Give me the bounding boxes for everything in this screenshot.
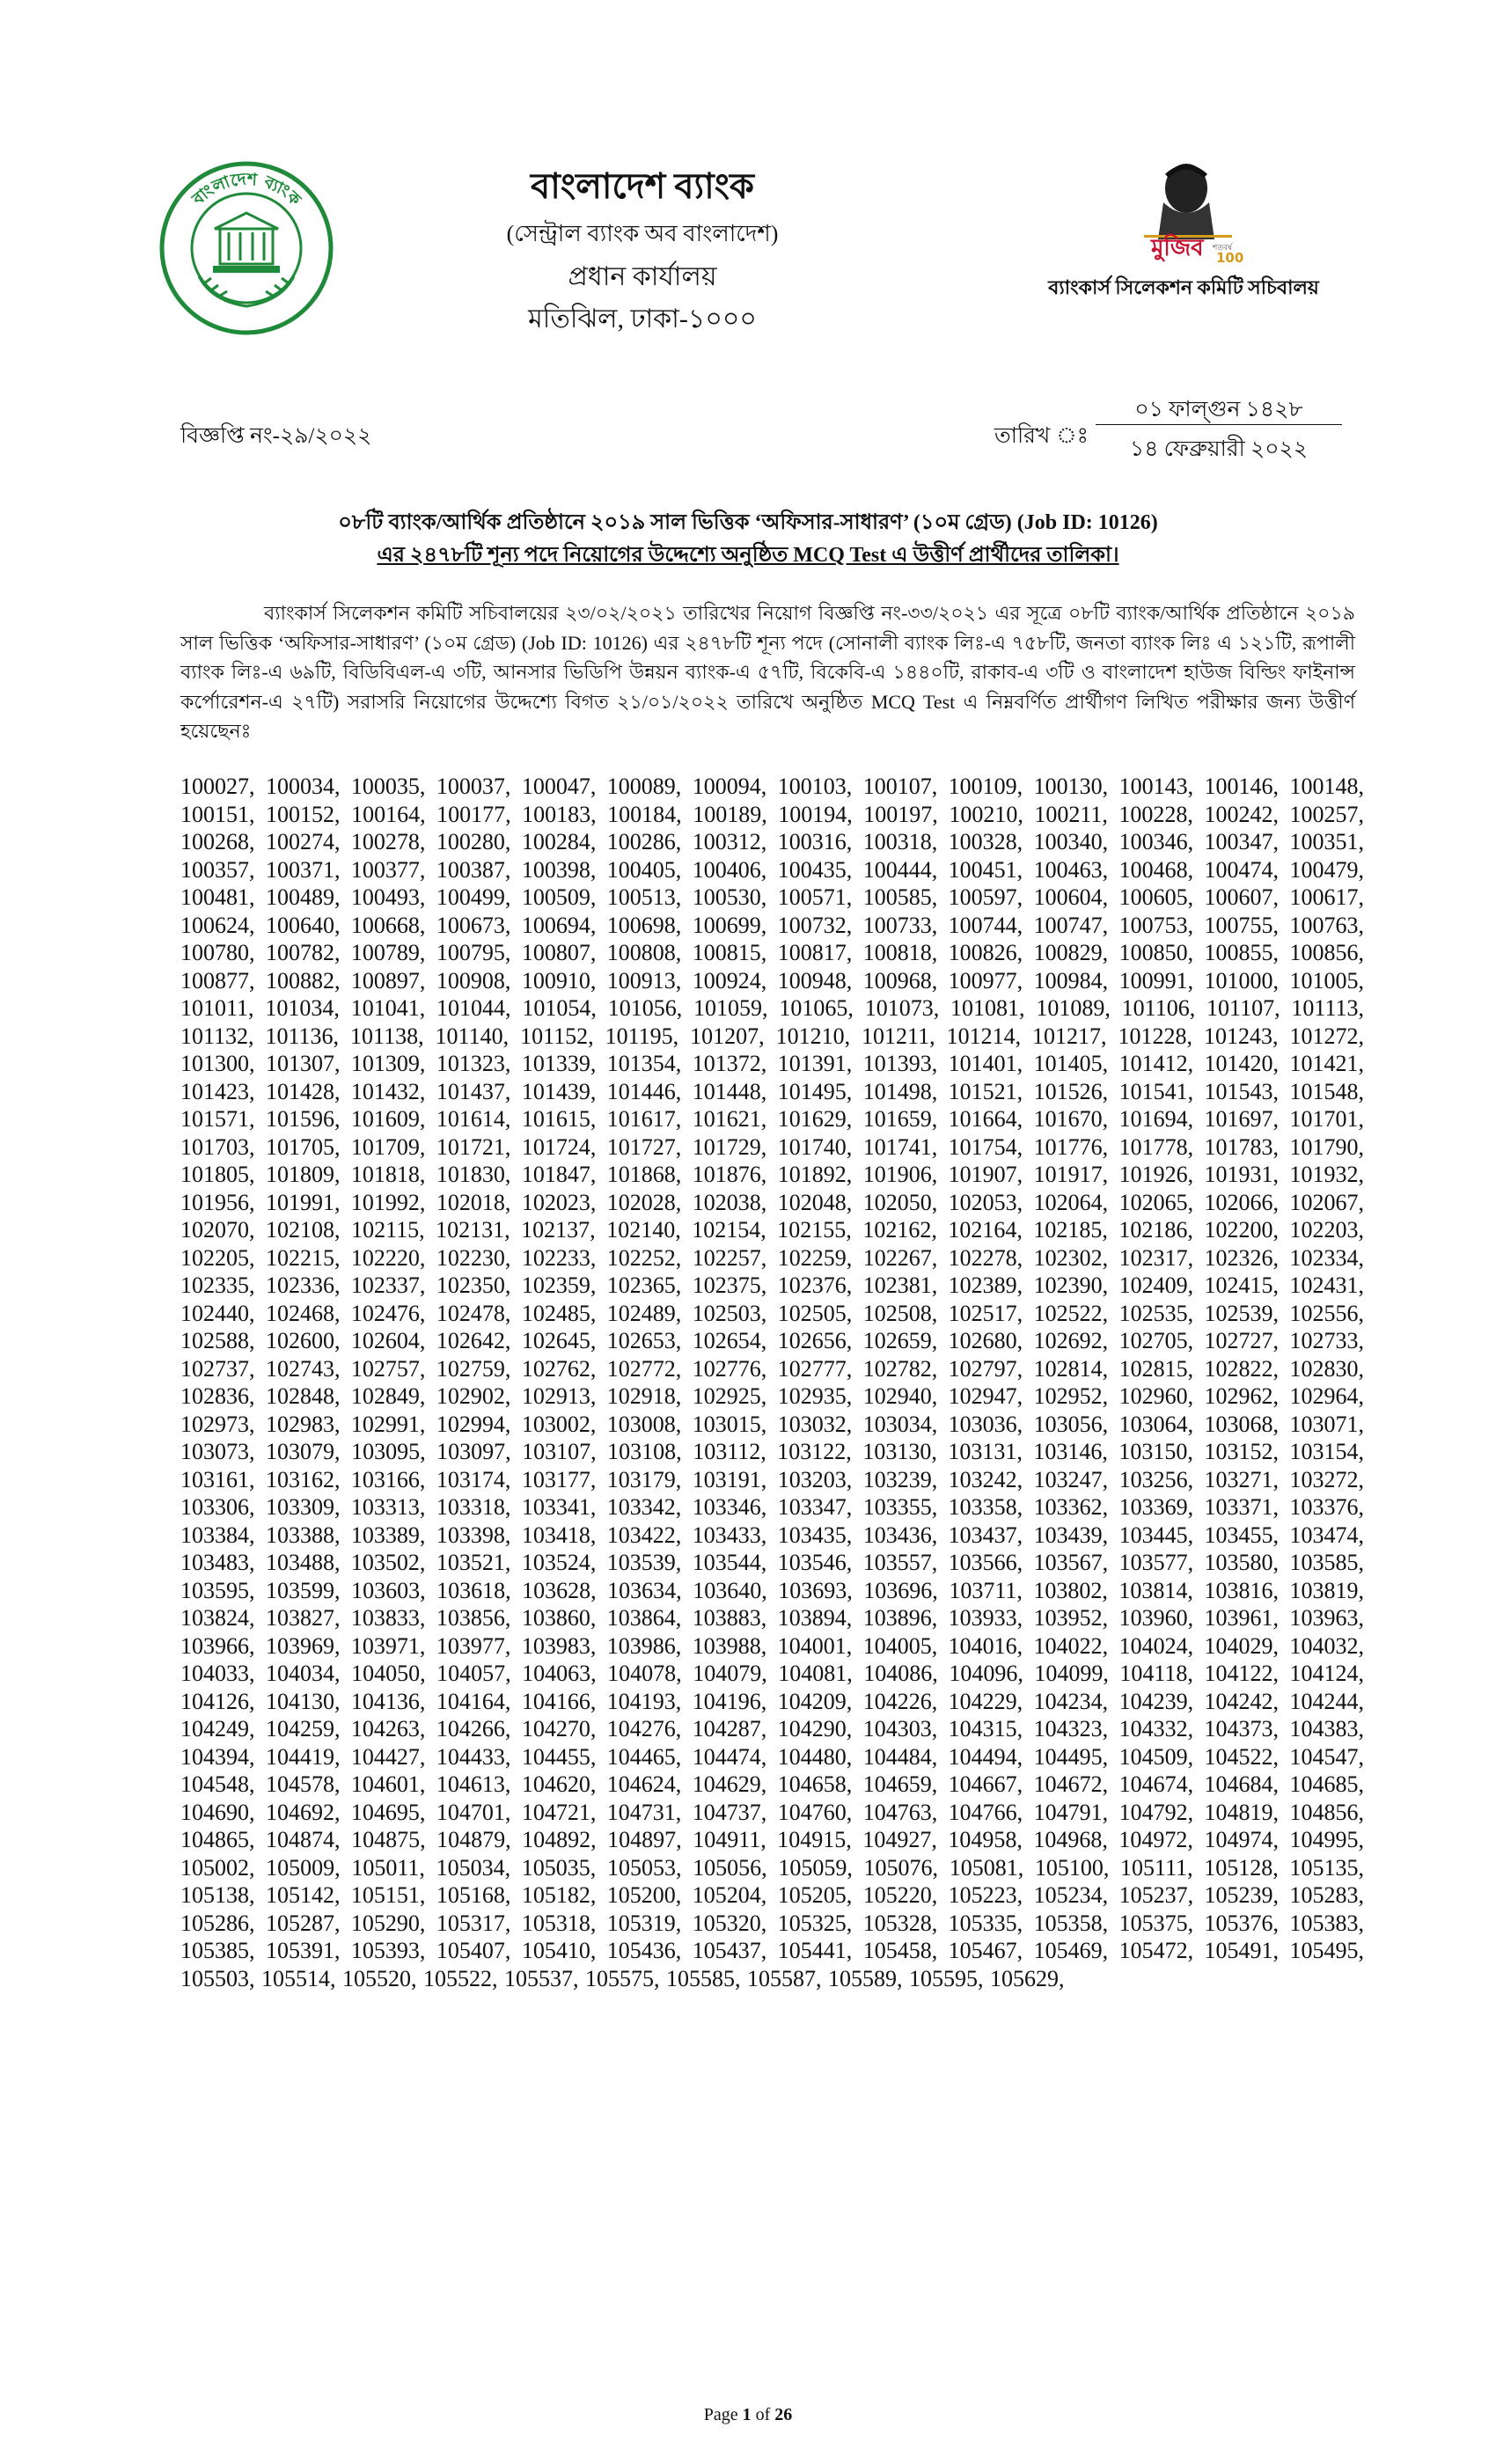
date-gregorian: ১৪ ফেব্রুয়ারী ২০২২	[1129, 437, 1309, 461]
qualified-roll-list: 100027, 100034, 100035, 100037, 100047, 100089, 100094, 100103, 100107, 100109, 100130, 100143, 100146, 100148, 100151, 100152, 100164, 100177, 100183, 100184, 100189, 100194, 100197, 100210, 100211, 100228, 100242, 100257, 100268, 100274, 100278, 100280, 100284, 100286, 100312, 100316, 100318, 100328, 100340, 100346, 100347, 100351, 100357, 100371, 100377, 100387, 100398, 100405, 100406, 100435, 100444, 100451, 100463, 100468, 100474, 100479, 100481, 100489, 100493, 100499, 100509, 100513, 100530, 100571, 100585, 100597, 100604, 100605, 100607, 100617, 100624, 100640, 100668, 100673, 100694, 100698, 100699, 100732, 100733, 100744, 100747, 100753, 100755, 100763, 100780, 100782, 100789, 100795, 100807, 100808, 100815, 100817, 100818, 100826, 100829, 100850, 100855, 100856, 100877, 100882, 100897, 100908, 100910, 100913, 100924, 100948, 100968, 100977, 100984, 100991, 101000, 101005, 101011, 101034, 101041, 101044, 101054, 101056, 101059, 101065, 101073, 101081, 101089, 101106, 101107, 101113, 101132, 101136, 101138, 101140, 101152, 101195, 101207, 101210, 101211, 101214, 101217, 101228, 101243, 101272, 101300, 101307, 101309, 101323, 101339, 101354, 101372, 101391, 101393, 101401, 101405, 101412, 101420, 101421, 101423, 101428, 101432, 101437, 101439, 101446, 101448, 101495, 101498, 101521, 101526, 101541, 101543, 101548, 101571, 101596, 101609, 101614, 101615, 101617, 101621, 101629, 101659, 101664, 101670, 101694, 101697, 101701, 101703, 101705, 101709, 101721, 101724, 101727, 101729, 101740, 101741, 101754, 101776, 101778, 101783, 101790, 101805, 101809, 101818, 101830, 101847, 101868, 101876, 101892, 101906, 101907, 101917, 101926, 101931, 101932, 101956, 101991, 101992, 102018, 102023, 102028, 102038, 102048, 102050, 102053, 102064, 102065, 102066, 102067, 102070, 102108, 102115, 102131, 102137, 102140, 102154, 102155, 102162, 102164, 102185, 102186, 102200, 102203, 102205, 102215, 102220, 102230, 102233, 102252, 102257, 102259, 102267, 102278, 102302, 102317, 102326, 102334, 102335, 102336, 102337, 102350, 102359, 102365, 102375, 102376, 102381, 102389, 102390, 102409, 102415, 102431, 102440, 102468, 102476, 102478, 102485, 102489, 102503, 102505, 102508, 102517, 102522, 102535, 102539, 102556, 102588, 102600, 102604, 102642, 102645, 102653, 102654, 102656, 102659, 102680, 102692, 102705, 102727, 102733, 102737, 102743, 102757, 102759, 102762, 102772, 102776, 102777, 102782, 102797, 102814, 102815, 102822, 102830, 102836, 102848, 102849, 102902, 102913, 102918, 102925, 102935, 102940, 102947, 102952, 102960, 102962, 102964, 102973, 102983, 102991, 102994, 103002, 103008, 103015, 103032, 103034, 103036, 103056, 103064, 103068, 103071, 103073, 103079, 103095, 103097, 103107, 103108, 103112, 103122, 103130, 103131, 103146, 103150, 103152, 103154, 103161, 103162, 103166, 103174, 103177, 103179, 103191, 103203, 103239, 103242, 103247, 103256, 103271, 103272, 103306, 103309, 103313, 103318, 103341, 103342, 103346, 103347, 103355, 103358, 103362, 103369, 103371, 103376, 103384, 103388, 103389, 103398, 103418, 103422, 103433, 103435, 103436, 103437, 103439, 103445, 103455, 103474, 103483, 103488, 103502, 103521, 103524, 103539, 103544, 103546, 103557, 103566, 103567, 103577, 103580, 103585, 103595, 103599, 103603, 103618, 103628, 103634, 103640, 103693, 103696, 103711, 103802, 103814, 103816, 103819, 103824, 103827, 103833, 103856, 103860, 103864, 103883, 103894, 103896, 103933, 103952, 103960, 103961, 103963, 103966, 103969, 103971, 103977, 103983, 103986, 103988, 104001, 104005, 104016, 104022, 104024, 104029, 104032, 104033, 104034, 104050, 104057, 104063, 104078, 104079, 104081, 104086, 104096, 104099, 104118, 104122, 104124, 104126, 104130, 104136, 104164, 104166, 104193, 104196, 104209, 104226, 104229, 104234, 104239, 104242, 104244, 104249, 104259, 104263, 104266, 104270, 104276, 104287, 104290, 104303, 104315, 104323, 104332, 104373, 104383, 104394, 104419, 104427, 104433, 104455, 104465, 104474, 104480, 104484, 104494, 104495, 104509, 104522, 104547, 104548, 104578, 104601, 104613, 104620, 104624, 104629, 104658, 104659, 104667, 104672, 104674, 104684, 104685, 104690, 104692, 104695, 104701, 104721, 104731, 104737, 104760, 104763, 104766, 104791, 104792, 104819, 104856, 104865, 104874, 104875, 104879, 104892, 104897, 104911, 104915, 104927, 104958, 104968, 104972, 104974, 104995, 105002, 105009, 105011, 105034, 105035, 105053, 105056, 105059, 105076, 105081, 105100, 105111, 105128, 105135, 105138, 105142, 105151, 105168, 105182, 105200, 105204, 105205, 105220, 105223, 105234, 105237, 105239, 105283, 105286, 105287, 105290, 105317, 105318, 105319, 105320, 105325, 105328, 105335, 105358, 105375, 105376, 105383, 105385, 105391, 105393, 105407, 105410, 105436, 105437, 105441, 105458, 105467, 105469, 105472, 105491, 105495, 105503, 105514, 105520, 105522, 105537, 105575, 105585, 105587, 105589, 105595, 105629,	[180, 774, 1364, 1991]
page-footer	[0, 2405, 1496, 2425]
page-total: 26	[774, 2405, 793, 2424]
bank-address: মতিঝিল, ঢাকা-১০০০	[528, 304, 757, 334]
bsc-secretariat-label: ব্যাংকার্স সিলেকশন কমিটি সচিবালয়	[1048, 276, 1319, 298]
svg-text:মুজিব: মুজিব	[1151, 235, 1204, 261]
notice-body-paragraph: ব্যাংকার্স সিলেকশন কমিটি সচিবালয়ের ২৩/০২/২০২১ তারিখের নিয়োগ বিজ্ঞপ্তি নং-৩৩/২০২১ এর সূত্রে ০৮টি ব্যাংক/আর্থিক প্রতিষ্ঠানে ২০১৯ সাল ভিত্তিক ‘অফিসার-সাধারণ’ (১০ম গ্রেড) (Job ID: 10126) এর ২৪৭৮টি শূন্য পদে (সোনালী ব্যাংক লিঃ-এ ৭৫৮টি, জনতা ব্যাংক লিঃ এ ১২১টি, রূপালী ব্যাংক লিঃ-এ ৬৯টি, বিডিবিএল-এ ৩টি, আনসার ভিডিপি উন্নয়ন ব্যাংক-এ ৫৭টি, বিকেবি-এ ১৪৪০টি, রাকাব-এ ৩টি ও বাংলাদেশ হাউজ বিল্ডিং ফাইনান্স কর্পোরেশন-এ ২৭টি) সরাসরি নিয়োগের উদ্দেশ্যে বিগত ২১/০১/২০২২ তারিখে অনুষ্ঠিত MCQ Test এ নিম্নবর্ণিত প্রার্থীগণ লিখিত পরীক্ষার জন্য উত্তীর্ণ হয়েছেনঃ	[180, 602, 1355, 742]
svg-text:শতবর্ষ: শতবর্ষ	[1213, 244, 1233, 253]
date-divider	[1096, 424, 1342, 425]
bank-name-title: বাংলাদেশ ব্যাংক	[531, 166, 754, 206]
page-current: 1	[742, 2405, 752, 2424]
svg-text:100: 100	[1216, 250, 1244, 266]
date-label: তারিখ ঃ	[994, 424, 1089, 448]
subject-line-1: ০৮টি ব্যাংক/আর্থিক প্রতিষ্ঠানে ২০১৯ সাল ভিত্তিক ‘অফিসার-সাধারণ’ (১০ম গ্রেড) (Job ID: 10126)	[338, 511, 1158, 534]
bank-name-subtitle: (সেন্ট্রাল ব্যাংক অব বাংলাদেশ)	[506, 221, 779, 246]
head-office-label: প্রধান কার্যালয়	[568, 262, 717, 291]
page-prefix: Page	[703, 2405, 743, 2424]
notice-number: বিজ্ঞপ্তি নং-২৯/২০২২	[180, 424, 372, 448]
bangladesh-bank-seal-logo	[158, 160, 334, 336]
date-bangla-calendar: ০১ ফাল্গুন ১৪২৮	[1134, 398, 1303, 422]
svg-text:বাংলাদেশ ব্যাংক: বাংলাদেশ ব্যাংক	[188, 169, 305, 209]
subject-line-2: এর ২৪৭৮টি শূন্য পদে নিয়োগের উদ্দেশ্যে অনুষ্ঠিত MCQ Test এ উত্তীর্ণ প্রার্থীদের তালিকা।	[377, 544, 1119, 567]
mujib-centenary-logo	[1118, 151, 1267, 266]
page-separator: of	[751, 2405, 775, 2424]
